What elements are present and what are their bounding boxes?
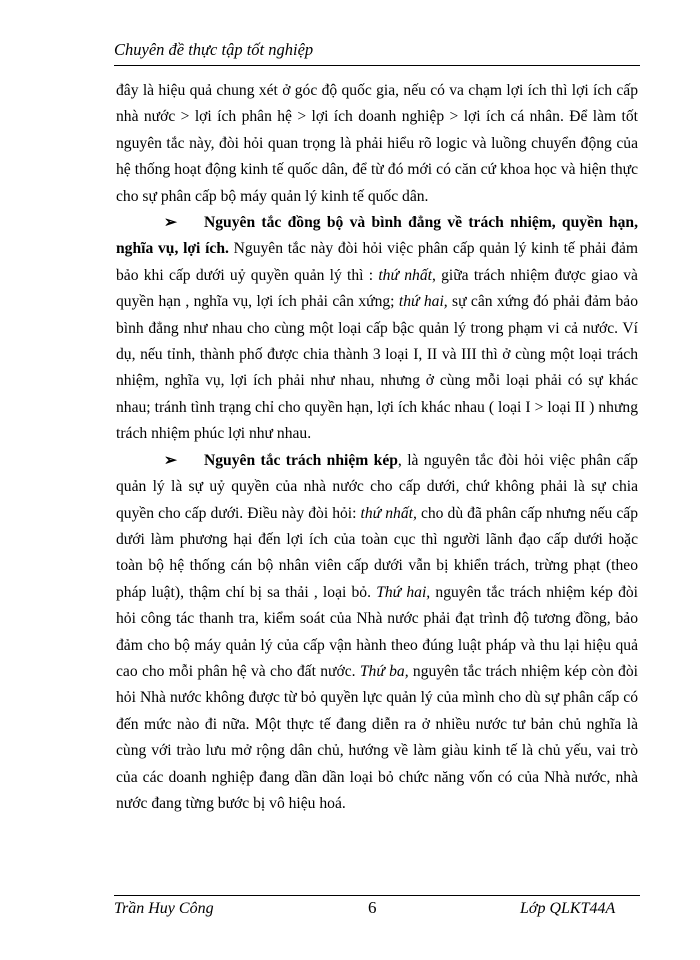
paragraph-2 bbox=[116, 210, 638, 448]
emphasis-text: Thứ hai, bbox=[376, 583, 431, 601]
arrow-bullet-icon: ➢ bbox=[164, 214, 178, 232]
principle-heading: Nguyên tắc trách nhiệm kép bbox=[204, 451, 398, 469]
header-divider bbox=[114, 65, 640, 66]
paragraph-text: nguyên tắc trách nhiệm kép đòi hỏi công tác thanh tra, kiểm soát của Nhà nước phải đạt trình độ tương đồng, bảo đảm cho bộ máy quản lý của cấp vận hành theo đúng luật pháp và thu lại hiệu quả cao cho mỗi phân hệ và cho đất nước. bbox=[116, 583, 639, 680]
arrow-bullet-icon: ➢ bbox=[164, 451, 178, 469]
paragraph-text: nguyên tắc trách nhiệm kép còn đòi hỏi Nhà nước không được từ bỏ quyền lực quản lý của mình cho dù sự phân cấp có đến mức nào đi nữa. Một thực tế đang diễn ra ở nhiều nước tư bản chủ nghĩa là cùng với trào lưu mở rộng dân chủ, hướng về làm giàu kinh tế là chủ yếu, vai trò của các doanh nghiệp đang dần dần loại bỏ chức năng vốn có của Nhà nước, nhà nước đang từng bước bị vô hiệu hoá. bbox=[116, 662, 638, 812]
document-body bbox=[116, 78, 638, 817]
paragraph-text: , giữa trách nhiệm được giao và quyền hạn , nghĩa vụ, lợi ích phải cân xứng; bbox=[116, 266, 638, 311]
paragraph-3 bbox=[116, 448, 638, 818]
emphasis-text: Thứ ba, bbox=[359, 662, 409, 680]
paragraph-text: , là nguyên tắc đòi hỏi việc phân cấp quản lý là sự uỷ quyền của nhà nước cho cấp dưới, chứ không phải là sự chia quyền cho cấp dưới. Điều này đòi hỏi: bbox=[116, 451, 638, 522]
paragraph-text: Nguyên tắc này đòi hỏi việc phân cấp quản lý kinh tế phải đảm bảo khi cấp dưới uỷ quyền quản lý thì : bbox=[116, 240, 638, 284]
emphasis-text: thứ nhất bbox=[378, 266, 432, 284]
running-header: Chuyên đề thực tập tốt nghiệp bbox=[114, 40, 314, 59]
paragraph-text: cho dù đã phân cấp nhưng nếu cấp dưới làm phương hại đến lợi ích của toàn cục thì người lãnh đạo cấp dưới hoặc toàn bộ hệ thống cán bộ nhân viên cấp dưới vẫn bị khiển trách, trừng phạt (theo pháp luật), thậm chí bị sa thải , loại bỏ. bbox=[116, 504, 638, 601]
paragraph-1: đây là hiệu quả chung xét ở góc độ quốc gia, nếu có va chạm lợi ích thì lợi ích cấp nhà nước > lợi ích phân hệ > lợi ích doanh nghiệp > lợi ích cá nhân. Để làm tốt nguyên tắc này, đòi hỏi quan trọng là phải hiểu rõ logic và luồng chuyển động của hệ thống hoạt động kinh tế quốc dân, để từ đó mới có căn cứ khoa học và hiện thực cho sự phân cấp bộ máy quản lý kinh tế quốc dân. bbox=[116, 82, 638, 205]
page-number: 6 bbox=[368, 898, 377, 917]
footer-class: Lớp QLKT44A bbox=[520, 900, 616, 917]
paragraph-text: sự cân xứng đó phải đảm bảo bình đẳng như nhau cho cùng một loại cấp bậc quản lý trong phạm vi cả nước. Ví dụ, nếu tỉnh, thành phố được chia thành 3 loại I, II và III thì ở cùng một loại trách nhiệm, nghĩa vụ, lợi ích phải như nhau, nhưng ở cùng mỗi loại phải có sự khác nhau; tránh tình trạng chỉ cho quyền hạn, lợi ích khác nhau ( loại I > loại II ) nhưng trách nhiệm phúc lợi như nhau. bbox=[116, 293, 638, 443]
principle-heading: Nguyên tắc đồng bộ và bình đẳng về trách nhiệm, quyền hạn, nghĩa vụ, lợi ích. bbox=[116, 214, 638, 258]
emphasis-text: thứ hai, bbox=[398, 293, 448, 311]
footer-divider bbox=[114, 895, 640, 896]
emphasis-text: thứ nhất, bbox=[360, 504, 417, 522]
footer-author: Trần Huy Công bbox=[114, 900, 214, 917]
